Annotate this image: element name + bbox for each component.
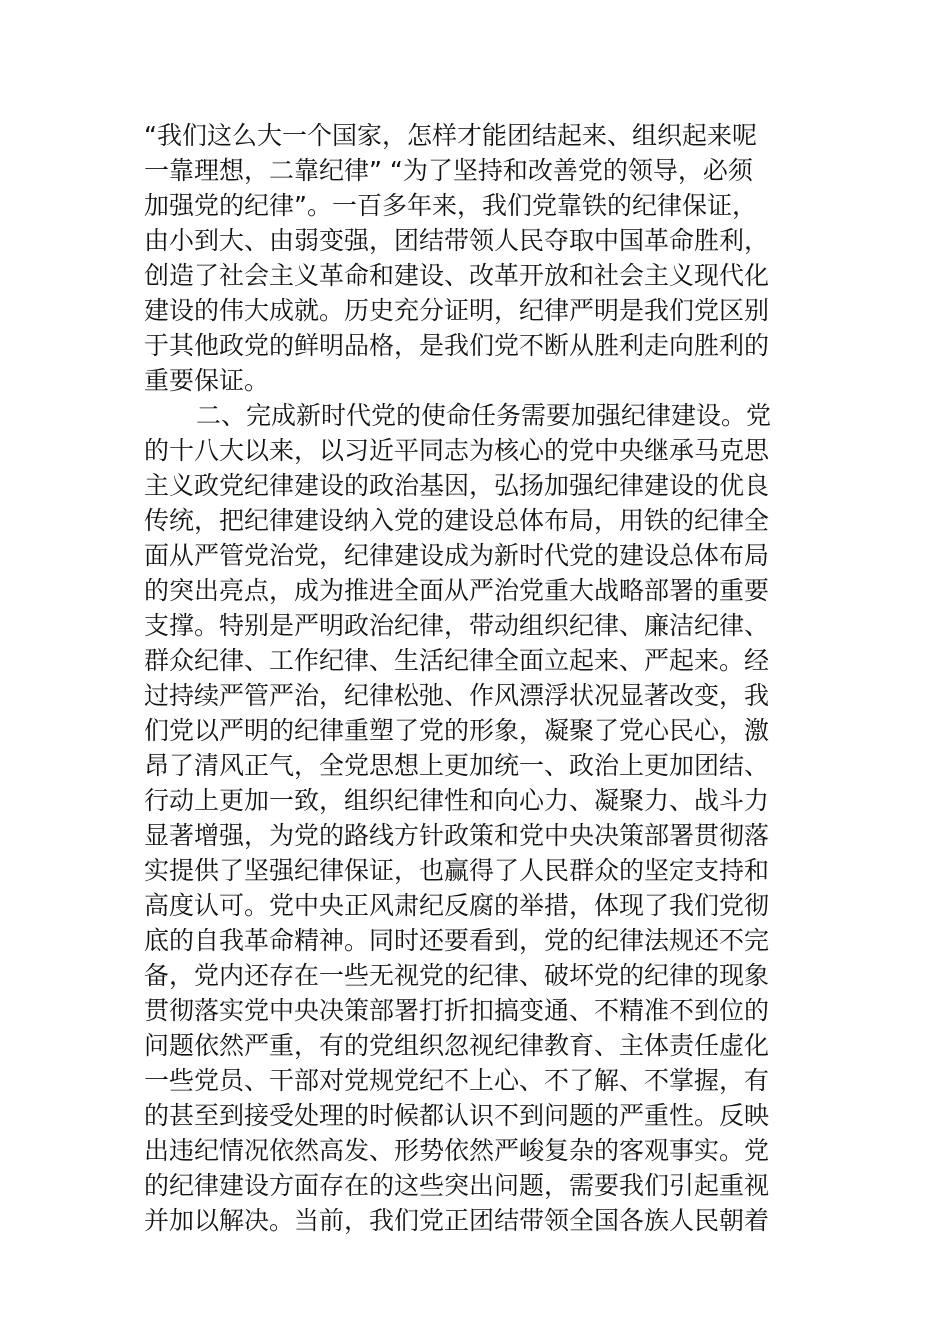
text-line: 行动上更加一致，组织纪律性和向心力、凝聚力、战斗力	[144, 786, 770, 815]
text-line: 的十八大以来，以习近平同志为核心的党中央继承马克思	[144, 436, 770, 465]
text-line: 一靠理想，二靠纪律” “为了坚持和改善党的领导，必须	[144, 156, 753, 185]
text-line: 实提供了坚强纪律保证，也赢得了人民群众的坚定支持和	[144, 856, 770, 885]
text-line: 建设的伟大成就。历史充分证明，纪律严明是我们党区别	[144, 296, 770, 325]
text-line: 们党以严明的纪律重塑了党的形象，凝聚了党心民心，激	[144, 716, 770, 745]
text-line: 昂了清风正气，全党思想上更加统一、政治上更加团结、	[144, 751, 770, 780]
text-line: 高度认可。党中央正风肃纪反腐的举措，体现了我们党彻	[144, 891, 770, 920]
text-line: 传统，把纪律建设纳入党的建设总体布局，用铁的纪律全	[144, 506, 770, 535]
text-line: 并加以解决。当前，我们党正团结带领全国各族人民朝着	[144, 1206, 770, 1235]
text-line: 底的自我革命精神。同时还要看到，党的纪律法规还不完	[144, 926, 770, 955]
text-line: 于其他政党的鲜明品格，是我们党不断从胜利走向胜利的	[144, 331, 770, 360]
text-line: 主义政党纪律建设的政治基因，弘扬加强纪律建设的优良	[144, 471, 770, 500]
text-line: 群众纪律、工作纪律、生活纪律全面立起来、严起来。经	[144, 646, 770, 675]
text-line: “我们这么大一个国家，怎样才能团结起来、组织起来呢	[144, 121, 757, 150]
text-line: 备，党内还存在一些无视党的纪律、破坏党的纪律的现象	[144, 961, 770, 990]
text-line: 创造了社会主义革命和建设、改革开放和社会主义现代化	[144, 261, 770, 290]
text-line: 的甚至到接受处理的时候都认识不到问题的严重性。反映	[144, 1101, 770, 1130]
text-line: 支撑。特别是严明政治纪律，带动组织纪律、廉洁纪律、	[144, 611, 770, 640]
text-line: 出违纪情况依然高发、形势依然严峻复杂的客观事实。党	[144, 1136, 770, 1165]
text-line: 过持续严管严治，纪律松弛、作风漂浮状况显著改变，我	[144, 681, 770, 710]
text-line: 面从严管党治党，纪律建设成为新时代党的建设总体布局	[144, 541, 770, 570]
text-line: 二、完成新时代党的使命任务需要加强纪律建设。党	[196, 401, 772, 430]
document-body-text	[144, 118, 824, 1238]
text-line: 的突出亮点，成为推进全面从严治党重大战略部署的重要	[144, 576, 770, 605]
text-line: 一些党员、干部对党规党纪不上心、不了解、不掌握，有	[144, 1066, 770, 1095]
text-line: 显著增强，为党的路线方针政策和党中央决策部署贯彻落	[144, 821, 770, 850]
text-line: 由小到大、由弱变强，团结带领人民夺取中国革命胜利，	[144, 226, 770, 255]
text-line: 问题依然严重，有的党组织忽视纪律教育、主体责任虚化	[144, 1031, 770, 1060]
text-line: 加强党的纪律”。一百多年来，我们党靠铁的纪律保证，	[144, 191, 757, 220]
text-line: 的纪律建设方面存在的这些突出问题，需要我们引起重视	[144, 1171, 770, 1200]
text-line: 贯彻落实党中央决策部署打折扣搞变通、不精准不到位的	[144, 996, 770, 1025]
text-line: 重要保证。	[144, 366, 270, 395]
